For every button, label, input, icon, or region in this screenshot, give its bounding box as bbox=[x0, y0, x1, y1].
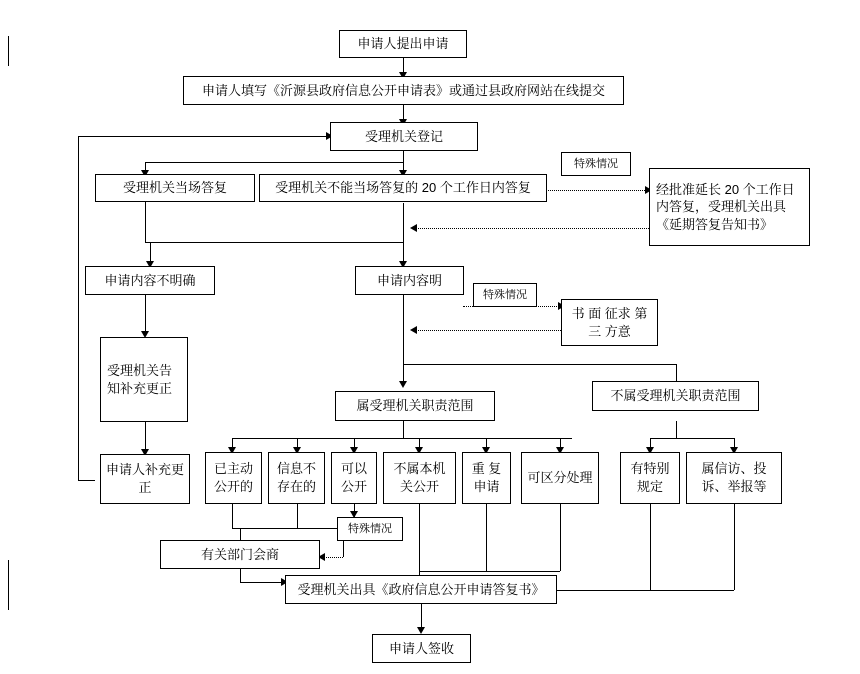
node-content-clear[interactable]: 申请内容明 bbox=[355, 266, 464, 295]
node-content-unclear[interactable]: 申请内容不明确 bbox=[85, 266, 215, 295]
margin-tick-top bbox=[8, 36, 9, 66]
connector-n14-distribute bbox=[650, 438, 734, 439]
node-written-third-party[interactable]: 书 面 征求 第 三 方意 bbox=[561, 299, 658, 346]
connector-n9-bus bbox=[403, 364, 676, 365]
node-notify-supplement[interactable]: 受理机关告知补充更正 bbox=[100, 337, 188, 422]
join-n16 bbox=[232, 504, 233, 528]
join-bar-right bbox=[419, 571, 560, 572]
join-n20 bbox=[486, 504, 487, 571]
node-departments-consult[interactable]: 有关部门会商 bbox=[160, 540, 320, 569]
node-separable-handling[interactable]: 可区分处理 bbox=[521, 452, 599, 504]
node-within-agency-duty[interactable]: 属受理机关职责范围 bbox=[335, 391, 495, 421]
connector-n14-down bbox=[676, 421, 677, 438]
connector-n25-n26 bbox=[240, 569, 241, 582]
node-extended-reply-notice[interactable]: 经批准延长 20 个工作日内答复，受理机关出具《延期答复告知书》 bbox=[649, 168, 810, 246]
connector-n7-n5-dotted bbox=[414, 228, 649, 229]
join-left-stub bbox=[232, 528, 240, 529]
join-n21 bbox=[560, 504, 561, 571]
node-can-publish[interactable]: 可以公开 bbox=[331, 452, 377, 504]
node-answer-within-20-days[interactable]: 受理机关不能当场答复的 20 个工作日内答复 bbox=[259, 174, 547, 202]
join-n19 bbox=[419, 504, 420, 571]
node-petition-complaint[interactable]: 属信访、投诉、举报等 bbox=[686, 452, 782, 504]
node-already-public[interactable]: 已主动公开的 bbox=[205, 452, 262, 504]
node-answer-on-site[interactable]: 受理机关当场答复 bbox=[95, 174, 255, 202]
connector-n4-down bbox=[145, 200, 146, 242]
join-bar-left bbox=[232, 528, 340, 529]
connector-n15-left bbox=[78, 480, 95, 481]
margin-tick-bottom bbox=[8, 560, 9, 610]
node-not-this-agency[interactable]: 不属本机关公开 bbox=[383, 452, 456, 504]
node-not-exist[interactable]: 信息不存在的 bbox=[268, 452, 325, 504]
connector-n9-down bbox=[403, 294, 404, 364]
connector-n13-distribute bbox=[232, 438, 572, 439]
join-right-bar bbox=[545, 590, 734, 591]
join-n22 bbox=[650, 504, 651, 590]
connector-n13-down bbox=[403, 421, 404, 438]
node-fill-application-form[interactable]: 申请人填写《沂源县政府信息公开申请表》或通过县政府网站在线提交 bbox=[183, 76, 624, 105]
node-issue-reply-document[interactable]: 受理机关出具《政府信息公开申请答复书》 bbox=[285, 575, 557, 604]
connector-n5-bus bbox=[150, 242, 403, 243]
node-applicant-submit[interactable]: 申请人提出申请 bbox=[339, 30, 467, 58]
connector-n11-back-dotted bbox=[414, 330, 561, 331]
join-n17 bbox=[297, 504, 298, 528]
connector-n3-bus bbox=[403, 150, 404, 162]
arrowhead bbox=[410, 326, 417, 334]
connector-bus-h bbox=[145, 162, 404, 163]
arrowhead bbox=[410, 224, 417, 232]
connector-n24-n25-dotted bbox=[322, 557, 343, 558]
node-special-case-3[interactable]: 特殊情况 bbox=[337, 517, 403, 541]
connector-n24-down bbox=[343, 541, 344, 557]
connector-n25-n26-h bbox=[240, 582, 285, 583]
node-outside-agency-duty[interactable]: 不属受理机关职责范围 bbox=[592, 381, 759, 411]
connector-n15-loop-h bbox=[78, 136, 330, 137]
arrowhead bbox=[417, 627, 425, 634]
node-applicant-supplement[interactable]: 申请人补充更正 bbox=[100, 454, 190, 504]
connector-n5-down bbox=[403, 203, 404, 242]
node-agency-register[interactable]: 受理机关登记 bbox=[330, 122, 478, 151]
node-special-case-2[interactable]: 特殊情况 bbox=[473, 283, 537, 307]
node-applicant-receive[interactable]: 申请人签收 bbox=[372, 634, 471, 663]
join-n23 bbox=[734, 504, 735, 590]
connector-n15-loop-v bbox=[78, 136, 79, 480]
node-special-case-1[interactable]: 特殊情况 bbox=[561, 152, 631, 176]
arrowhead bbox=[399, 381, 407, 388]
connector-n8-n12 bbox=[145, 294, 146, 336]
node-special-rules[interactable]: 有特别规定 bbox=[620, 452, 680, 504]
node-duplicate-request[interactable]: 重 复申请 bbox=[462, 452, 511, 504]
connector-n5-n7-dotted bbox=[546, 190, 649, 191]
